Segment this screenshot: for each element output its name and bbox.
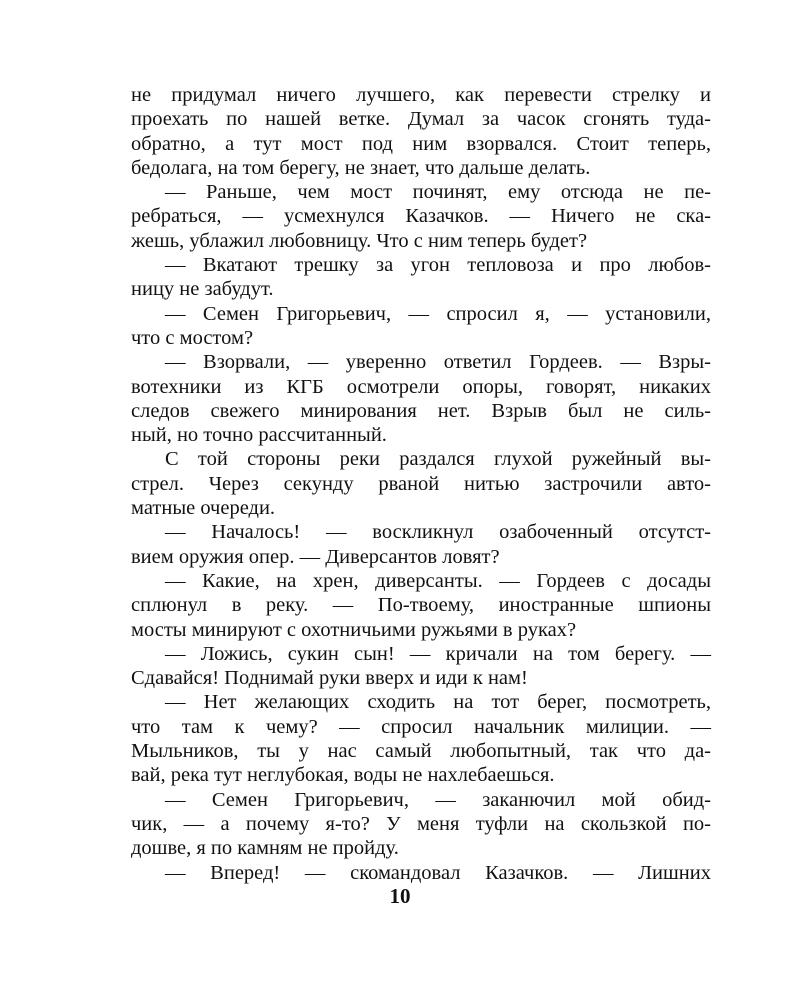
text-line: ребраться, — усмехнулся Казачков. — Ничего не ска- <box>131 205 711 228</box>
page-number: 10 <box>389 884 411 908</box>
text-line: Сдавайся! Поднимай руки вверх и иди к нам! <box>131 667 528 690</box>
text-line: — Взорвали, — уверенно ответил Гордеев. — Взры- <box>165 351 711 374</box>
text-line: вай, река тут неглубокая, воды не нахлебаешься. <box>131 764 555 787</box>
text-line: вотехники из КГБ осмотрели опоры, говорят, никаких <box>131 375 711 398</box>
text-line: — Вкатают трешку за угон тепловоза и про любов- <box>165 254 711 277</box>
text-line: чик, — а почему я-то? У меня туфли на скользкой по- <box>131 812 711 835</box>
text-line: матные очереди. <box>131 497 276 520</box>
text-line: мосты минируют с охотничьими ружьями в руках? <box>131 618 577 641</box>
text-line: ницу не забудут. <box>131 278 274 301</box>
text-line: — Какие, на хрен, диверсанты. — Гордеев с досады <box>165 569 711 592</box>
text-line: ный, но точно рассчитанный. <box>131 424 387 447</box>
text-line: С той стороны реки раздался глухой ружейный вы- <box>165 448 711 471</box>
text-line: вием оружия опер. — Диверсантов ловят? <box>131 545 500 568</box>
text-line: дошве, я по камням не пройду. <box>131 837 399 860</box>
text-line: бедолага, на том берегу, не знает, что дальше делать. <box>131 156 591 179</box>
text-line: обратно, а тут мост под ним взорвался. Стоит теперь, <box>131 132 711 155</box>
text-line: сплюнул в реку. — По-твоему, иностранные шпионы <box>131 594 711 617</box>
text-line: — Ложись, сукин сын! — кричали на том берегу. — <box>165 642 711 665</box>
text-line: — Началось! — воскликнул озабоченный отсутст- <box>165 521 711 544</box>
text-line: — Семен Григорьевич, — спросил я, — установили, <box>165 302 711 325</box>
text-line: жешь, ублажил любовницу. Что с ним теперь будет? <box>131 229 588 252</box>
text-line: что там к чему? — спросил начальник милиции. — <box>131 715 711 738</box>
text-line: — Нет желающих сходить на тот берег, посмотреть, <box>165 691 711 714</box>
body-text <box>131 83 711 885</box>
text-line: — Раньше, чем мост починят, ему отсюда не пе- <box>165 181 711 204</box>
text-line: что с мостом? <box>131 326 254 349</box>
text-line: следов свежего минирования нет. Взрыв был не силь- <box>131 399 711 422</box>
text-line: проехать по нашей ветке. Думал за часок сгонять туда- <box>131 108 711 131</box>
text-line: стрел. Через секунду рваной нитью застрочили авто- <box>131 472 711 495</box>
text-line: не придумал ничего лучшего, как перевести стрелку и <box>131 84 711 106</box>
text-line: — Семен Григорьевич, — заканючил мой обид- <box>165 788 711 811</box>
text-line: — Вперед! — скомандовал Казачков. — Лишних <box>165 861 711 884</box>
text-line: Мыльников, ты у нас самый любопытный, так что да- <box>131 740 711 763</box>
